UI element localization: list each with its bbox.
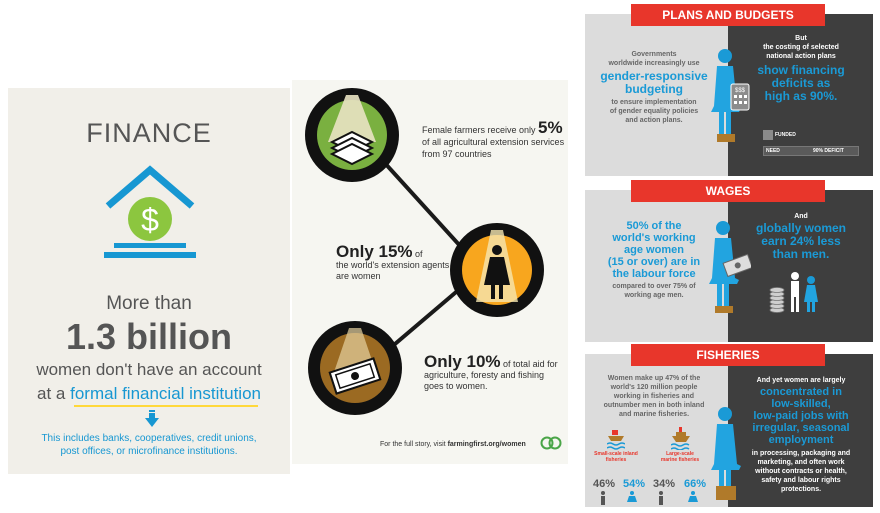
need-label: NEED: [766, 148, 780, 154]
house-icon: [100, 164, 200, 264]
books-icon: [305, 88, 399, 182]
wages-left-hl-3: age women: [624, 244, 684, 256]
extension-stat-3-rest: of total aid for agriculture, foresty and fishing goes to women.: [424, 359, 558, 391]
wages-left-hl-1: 50% of the: [626, 220, 682, 232]
inland-men-pct: 46%: [593, 478, 616, 490]
fisheries-right-6: protections.: [780, 486, 822, 493]
fisheries-right-2: in processing, packaging and: [751, 450, 851, 457]
plans-banner: PLANS AND BUDGETS: [631, 4, 825, 26]
marine-women-pct: 66%: [684, 478, 707, 490]
finance-note-1: This includes banks, cooperatives, credit unions,: [41, 433, 257, 444]
gender-figures-icon: [599, 491, 709, 505]
extension-stat-3-big: Only 10%: [424, 352, 501, 371]
finance-lead: More than: [106, 293, 192, 314]
marine-label-2: marine fisheries: [660, 457, 700, 463]
plans-left-hl-1: gender-responsive: [600, 69, 708, 83]
finance-big-number: 1.3 billion: [65, 316, 233, 357]
extension-stat-1-pct: 5%: [538, 118, 563, 137]
woman-icon: [450, 223, 544, 317]
extension-footer-prefix: For the full story, visit: [380, 441, 448, 448]
plans-right-3: national action plans: [766, 53, 836, 60]
funded-bar: [763, 130, 773, 140]
funded-label: FUNDED: [775, 132, 796, 138]
plans-left-1: Governments: [631, 51, 677, 58]
finance-line-1: women don't have an account: [36, 360, 262, 379]
dollar-coin-icon: [128, 197, 172, 241]
large-boat-icon: [671, 426, 691, 450]
deficit-label: 90% DEFICIT: [813, 148, 844, 154]
finance-underline: [74, 405, 258, 407]
wages-banner: WAGES: [631, 180, 825, 202]
wages-right-1: And: [794, 213, 808, 220]
down-arrow-icon: [145, 410, 159, 428]
wages-left-hl-4: (15 or over) are in: [607, 256, 701, 268]
fisheries-left-3: working in fisheries and: [613, 393, 695, 400]
inland-women-pct: 54%: [623, 478, 646, 490]
plans-left-4: of gender equality policies: [609, 108, 699, 115]
wages-card: [585, 190, 873, 342]
svg-text:$$$: $$$: [734, 88, 746, 94]
inland-label-2: fisheries: [605, 457, 627, 463]
extension-stat-2: [336, 242, 456, 282]
plans-left-5: and action plans.: [625, 117, 683, 124]
plans-left-3: to ensure implementation: [611, 99, 697, 106]
plans-left-hl-2: budgeting: [625, 82, 683, 96]
farming-first-logo-icon: [540, 436, 562, 450]
wages-right-hl-2: earn 24% less: [761, 234, 841, 248]
fisheries-left-2: world's 120 million people: [610, 384, 698, 391]
plans-right-1: But: [795, 35, 807, 42]
extension-footer: [380, 441, 526, 448]
plans-right-hl-2: deficits as: [771, 76, 831, 90]
fisheries-right-hl-3: low-paid jobs with: [753, 410, 849, 422]
finance-title: FINANCE: [86, 118, 212, 148]
money-icon: [308, 321, 402, 415]
fisheries-right-hl-4: irregular, seasonal: [752, 422, 850, 434]
fisheries-right-hl-5: employment: [768, 434, 834, 446]
finance-line-2-prefix: at a: [37, 384, 71, 403]
extension-stat-2-of: of: [412, 249, 423, 259]
extension-panel: [292, 80, 568, 464]
plans-right-2: the costing of selected: [763, 44, 839, 51]
extension-stat-2-big: Only 15%: [336, 242, 413, 261]
wages-right-hl-3: than men.: [772, 247, 830, 261]
inland-label-1: Small-scale inland: [594, 451, 638, 457]
coins-and-people-icon: [769, 268, 825, 314]
extension-stat-2-rest: the world's extension agents are women: [336, 260, 450, 281]
extension-stat-1: [422, 118, 568, 160]
plans-right-hl-1: show financing: [757, 63, 845, 77]
fisheries-left-5: and marine fisheries.: [618, 411, 690, 418]
fisheries-card: [585, 354, 873, 507]
small-boat-icon: [607, 428, 625, 450]
finance-note-2: post offices, or microfinance institutions.: [60, 446, 238, 457]
finance-line-2-link: formal financial institution: [70, 384, 261, 403]
extension-stat-3: [424, 352, 564, 392]
plans-card: [585, 14, 873, 176]
wages-right-hl-1: globally women: [755, 221, 846, 235]
fisheries-right-5: safety and labour rights: [761, 477, 841, 484]
fisheries-right-1: And yet women are largely: [756, 377, 846, 384]
fisheries-banner: FISHERIES: [631, 344, 825, 366]
svg-text:$: $: [141, 202, 159, 238]
plans-left-2: worldwide increasingly use: [608, 60, 700, 67]
fisheries-right-hl-1: concentrated in: [760, 386, 842, 398]
fisheries-right-4: without contracts or health,: [755, 468, 847, 475]
plans-right-hl-3: high as 90%.: [764, 89, 838, 103]
wages-left-hl-2: world's working: [612, 232, 696, 244]
fisheries-right-hl-2: low-skilled,: [771, 398, 831, 410]
finance-line-2: [8, 384, 290, 404]
finance-panel: [8, 88, 290, 474]
gender-stats-column: [585, 0, 873, 513]
fisheries-left-4: outnumber men in both inland: [603, 402, 705, 409]
marine-men-pct: 34%: [653, 478, 676, 490]
extension-stat-1-prefix: Female farmers receive only: [422, 125, 539, 135]
marine-label-1: Large-scale: [666, 451, 694, 457]
fisheries-right-3: marketing, and often work: [757, 459, 845, 466]
extension-stat-1-rest: of all agricultural extension services from 97 countries: [422, 137, 565, 159]
wages-left-hl-5: the labour force: [612, 268, 696, 280]
extension-footer-link[interactable]: farmingfirst.org/women: [447, 441, 526, 448]
fisheries-left-1: Women make up 47% of the: [607, 375, 701, 382]
wages-left-3: working age men.: [624, 292, 684, 299]
wages-left-2: compared to over 75% of: [612, 283, 696, 290]
